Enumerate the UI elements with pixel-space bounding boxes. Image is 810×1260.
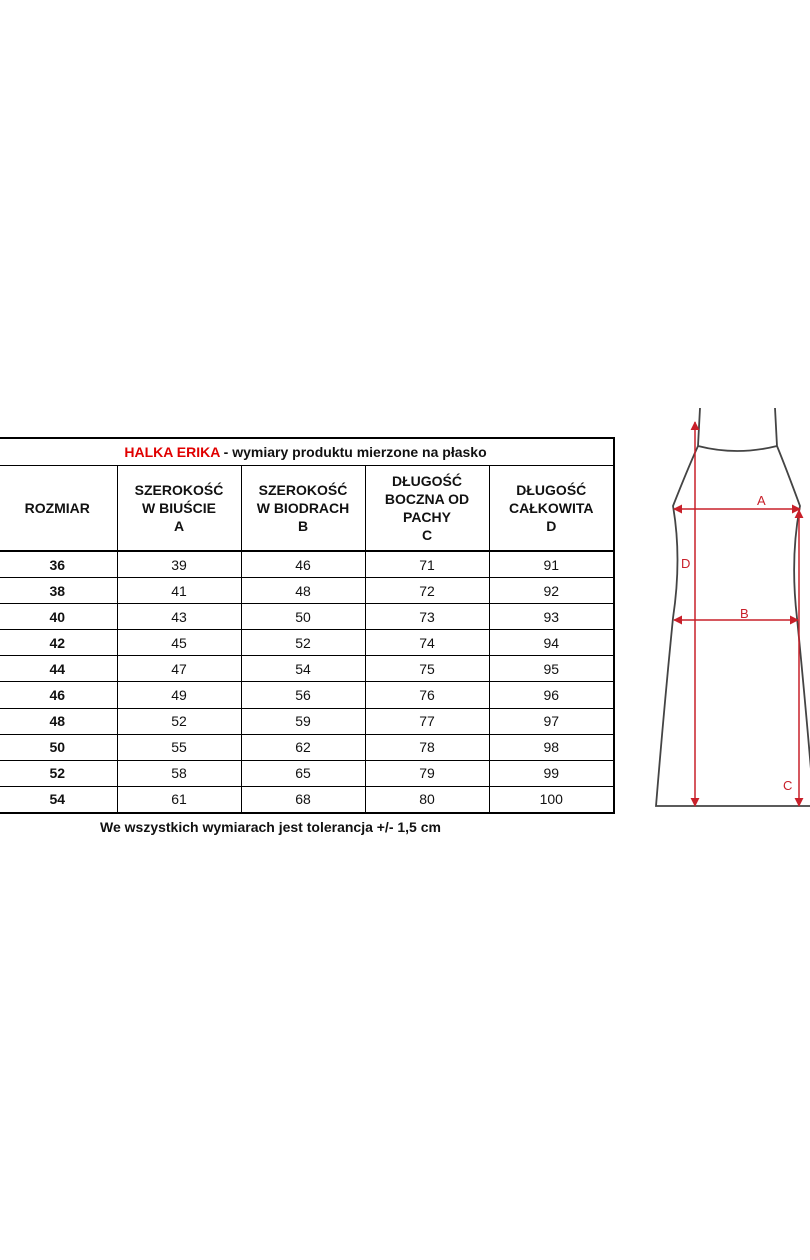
measure-c-label: C [783, 778, 793, 793]
size-table [0, 437, 615, 814]
table-row [0, 551, 614, 578]
table-row [0, 578, 614, 604]
measurement-cell: 47 [117, 656, 241, 682]
size-cell: 44 [0, 656, 117, 682]
measure-b-label: B [740, 606, 749, 621]
neckline [698, 446, 777, 451]
size-cell: 54 [0, 786, 117, 813]
column-header-line: C [421, 527, 433, 543]
measurement-cell: 43 [117, 604, 241, 630]
tolerance-note: We wszystkich wymiarach jest tolerancja +/- 1,5 cm [100, 819, 441, 835]
column-header-line: DŁUGOŚĆ [392, 473, 462, 489]
table-row [0, 760, 614, 786]
column-header-line: SZEROKOŚĆ [134, 482, 224, 498]
table-row [0, 630, 614, 656]
measure-a-label: A [757, 493, 766, 508]
table-row [0, 656, 614, 682]
measurement-cell: 97 [489, 708, 614, 734]
table-subtitle: - wymiary produktu mierzone na płasko [219, 444, 487, 460]
table-row [0, 604, 614, 630]
column-header [241, 466, 365, 552]
size-cell: 38 [0, 578, 117, 604]
dress-outline [656, 408, 810, 806]
measurement-cell: 61 [117, 786, 241, 813]
measurement-cell: 62 [241, 734, 365, 760]
measurement-cell: 56 [241, 682, 365, 708]
measurement-cell: 98 [489, 734, 614, 760]
size-cell: 48 [0, 708, 117, 734]
measurement-cell: 39 [117, 551, 241, 578]
measurement-cell: 99 [489, 760, 614, 786]
measurement-cell: 71 [365, 551, 489, 578]
column-header [489, 466, 614, 552]
measurement-cell: 91 [489, 551, 614, 578]
column-header [117, 466, 241, 552]
column-header-line: BOCZNA OD [384, 491, 470, 507]
column-header-line: CAŁKOWITA [509, 500, 594, 516]
measurement-cell: 94 [489, 630, 614, 656]
measurement-cell: 48 [241, 578, 365, 604]
measurement-cell: 76 [365, 682, 489, 708]
table-row [0, 708, 614, 734]
column-header-line: W BIUŚCIE [142, 500, 216, 516]
size-cell: 52 [0, 760, 117, 786]
product-name: HALKA ERIKA [124, 444, 220, 460]
dress-diagram [640, 408, 810, 812]
table-row [0, 734, 614, 760]
measurement-cell: 41 [117, 578, 241, 604]
measurement-cell: 72 [365, 578, 489, 604]
column-header-line: DŁUGOŚĆ [516, 482, 587, 498]
table-row [0, 682, 614, 708]
column-header-line: D [546, 518, 557, 534]
measurement-cell: 73 [365, 604, 489, 630]
measurement-cell: 55 [117, 734, 241, 760]
measurement-cell: 65 [241, 760, 365, 786]
measurement-cell: 46 [241, 551, 365, 578]
measurement-cell: 80 [365, 786, 489, 813]
measurement-cell: 50 [241, 604, 365, 630]
measurement-cell: 75 [365, 656, 489, 682]
size-cell: 42 [0, 630, 117, 656]
measurement-cell: 52 [241, 630, 365, 656]
column-header-line: W BIODRACH [256, 500, 350, 516]
column-header-line: A [173, 518, 185, 534]
column-headers [0, 466, 614, 552]
measure-d-label: D [681, 556, 691, 571]
measurement-cell: 58 [117, 760, 241, 786]
size-cell: 50 [0, 734, 117, 760]
measurement-cell: 95 [489, 656, 614, 682]
measurement-cell: 93 [489, 604, 614, 630]
column-header-line: ROZMIAR [24, 500, 90, 516]
measurement-cell: 79 [365, 760, 489, 786]
size-cell: 46 [0, 682, 117, 708]
measurement-cell: 96 [489, 682, 614, 708]
measurement-cell: 59 [241, 708, 365, 734]
measurement-cell: 54 [241, 656, 365, 682]
measurement-cell: 78 [365, 734, 489, 760]
column-header-line: B [297, 518, 309, 534]
table-body [0, 551, 614, 813]
measurement-cell: 77 [365, 708, 489, 734]
measurement-cell: 74 [365, 630, 489, 656]
size-cell: 40 [0, 604, 117, 630]
table-row [0, 786, 614, 813]
measurement-cell: 92 [489, 578, 614, 604]
measurement-cell: 49 [117, 682, 241, 708]
table-title [0, 438, 614, 466]
measurement-cell: 100 [489, 786, 614, 813]
column-header [0, 466, 117, 552]
column-header-line: PACHY [403, 509, 451, 525]
column-header [365, 466, 489, 552]
column-header-line: SZEROKOŚĆ [258, 482, 348, 498]
measurement-cell: 52 [117, 708, 241, 734]
measurement-cell: 68 [241, 786, 365, 813]
measurement-cell: 45 [117, 630, 241, 656]
size-cell: 36 [0, 551, 117, 578]
